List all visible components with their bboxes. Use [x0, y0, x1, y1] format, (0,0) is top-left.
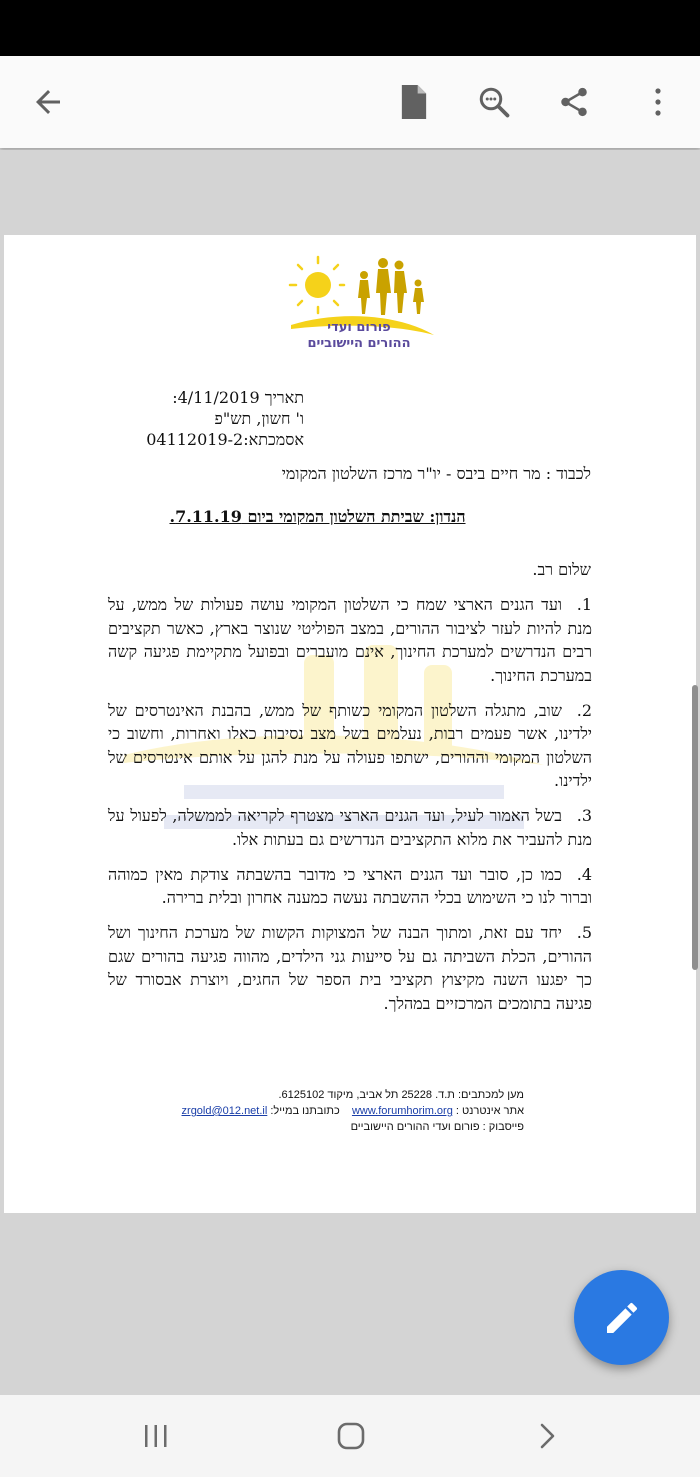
- paragraph-text: בשל האמור לעיל, ועד הגנים הארצי מצטרף לקריאה לממשלה, לפעול על מנת להעביר את מלוא התקציבים הנדרשים גם בעתות אלו.: [108, 806, 592, 849]
- logo-line-1: פורום ועדי: [327, 320, 391, 335]
- paragraph-2: [108, 699, 592, 793]
- paragraph-number: 3.: [576, 806, 592, 825]
- recent-apps-button[interactable]: [126, 1411, 186, 1461]
- share-icon: [557, 85, 591, 119]
- scrollbar-thumb[interactable]: [692, 685, 698, 970]
- paragraph-number: 1.: [576, 595, 592, 614]
- recents-icon: [143, 1424, 169, 1448]
- status-bar: [0, 0, 700, 56]
- zoom-search-icon: [476, 84, 512, 120]
- paragraph-4: [108, 863, 592, 910]
- document-icon: [399, 85, 429, 119]
- paragraph-text: כמו כן, סובר ועד הגנים הארצי כי מדובר בהשבתה צודקת מאין כמוהה וברור לנו כי השימוש בכלי ההשבתה נעשה כמענה אחרון ובלית ברירה.: [108, 864, 592, 907]
- document-viewer[interactable]: [0, 150, 700, 1395]
- document-page: [4, 235, 696, 1213]
- paragraph-number: 5.: [576, 923, 592, 942]
- home-icon: [337, 1422, 365, 1450]
- email-link[interactable]: zrgold@012.net.il: [181, 1105, 268, 1117]
- paragraph-text: ועד הגנים הארצי שמח כי השלטון המקומי עושה פעולות של ממש, על מנת להיות לעזר לציבור ההורים, במצב הפוליטי שנוצר בארץ, כאשר תקציבים רבים הנדרשים למערכת החינוך, אינם מועברים ובפועל מתקיימת פגיעה קשה במערכת החינוך.: [108, 595, 592, 685]
- subject-line: הנדון: שביתת השלטון המקומי ביום 7.11.19.: [169, 507, 466, 526]
- paragraph-number: 4.: [576, 864, 592, 884]
- reference-line: אסמכתא:04112019-2: [146, 430, 304, 449]
- search-button[interactable]: [470, 78, 518, 126]
- letter-body: [108, 593, 592, 1027]
- logo-line-2: ההורים היישוביים: [307, 336, 411, 351]
- edit-button[interactable]: [574, 1270, 669, 1365]
- back-nav-button[interactable]: [518, 1411, 578, 1461]
- facebook-line: פייסבוק : פורום ועדי ההורים היישוביים: [350, 1121, 524, 1133]
- app-toolbar: [0, 56, 700, 148]
- letter-footer: [154, 1087, 524, 1135]
- hebrew-date-line: ו' חשון, תש"פ: [214, 409, 304, 428]
- logo-text: [274, 320, 444, 352]
- arrow-left-icon: [30, 84, 66, 120]
- back-button[interactable]: [24, 78, 72, 126]
- share-button[interactable]: [550, 78, 598, 126]
- more-vertical-icon: [654, 87, 662, 117]
- contact-line: [154, 1103, 524, 1119]
- website-label: אתר אינטרנט :: [455, 1105, 524, 1117]
- paragraph-number: 2.: [576, 700, 592, 720]
- date-block: [114, 387, 304, 450]
- paragraph-3: [108, 804, 592, 851]
- paragraph-5: [108, 921, 592, 1015]
- paragraph-text: שוב, מתגלה השלטון המקומי כשותף של ממש, בהבנת האינטרסים של ילדינו, אשר פעמים רבות, נעלמים בשל מצב נסיבות כאלו ואחרות, וחשוב כי השלטון המקומי וההורים, ישתפו פעולה על מנת להגן על אותם אינטרסים של ילדינו.: [108, 700, 592, 790]
- more-options-button[interactable]: [634, 78, 682, 126]
- date-line: תאריך 4/11/2019:: [172, 388, 304, 407]
- paragraph-text: יחד עם זאת, ומתוך הבנה של המצוקות הקשות של מערכת החינוך ושל ההורים, הכלת השביתה גם על סייעות גני הילדים, מהווה פגיעה בהורים שגם כך יפגעו השנה מקיצוץ תקציבי בית הספר של החגים, ויוצרת אבסורד של פגיעה בתומכים המרכזיים במהלך.: [108, 923, 593, 1013]
- page-view-button[interactable]: [390, 78, 438, 126]
- chevron-right-icon: [539, 1422, 557, 1450]
- paragraph-1: [108, 593, 592, 687]
- greeting-line: שלום רב.: [532, 560, 591, 579]
- home-button[interactable]: [321, 1411, 381, 1461]
- email-label: כתובתנו במייל:: [270, 1105, 340, 1117]
- pencil-icon: [602, 1298, 642, 1338]
- website-link[interactable]: www.forumhorim.org: [351, 1105, 453, 1117]
- mail-address: מען למכתבים: ת.ד. 25228 תל אביב, מיקוד 6125102.: [278, 1089, 524, 1101]
- system-nav-bar: [0, 1395, 700, 1477]
- addressee-line: לכבוד : מר חיים ביבס - יו"ר מרכז השלטון המקומי: [281, 464, 591, 483]
